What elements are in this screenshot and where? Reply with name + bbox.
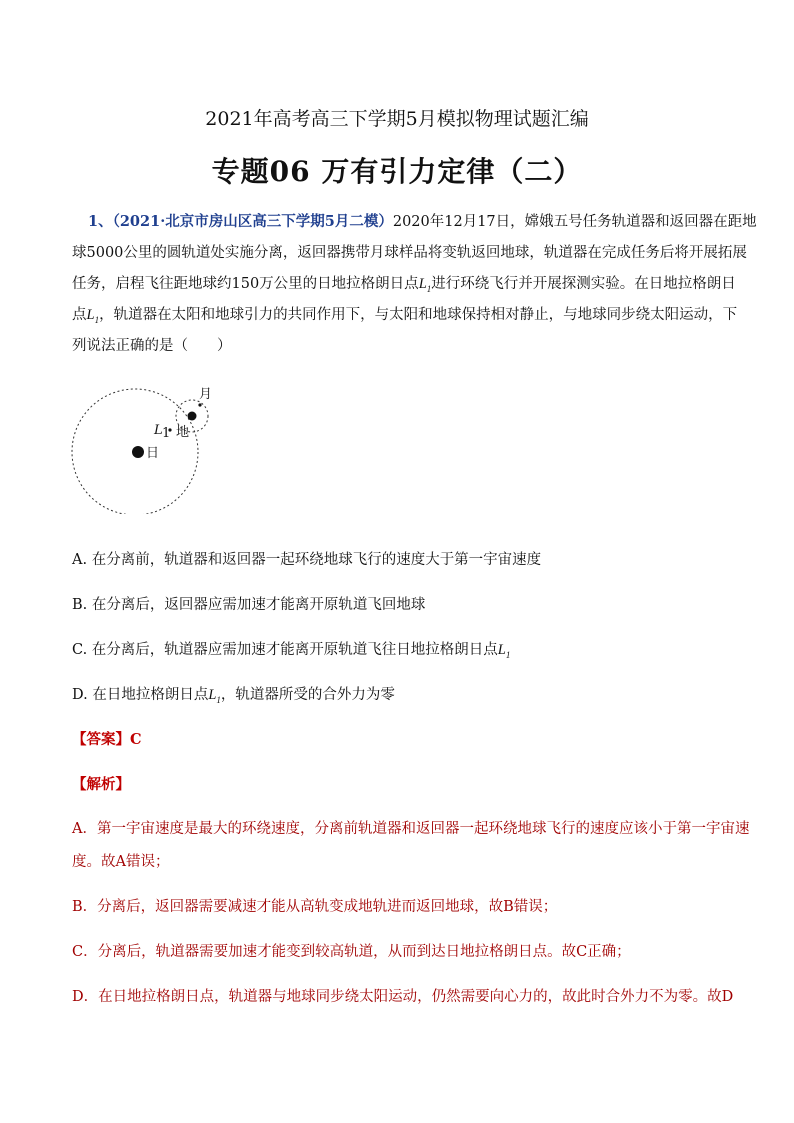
question-text-3a: 任务，启程飞往距地球约150万公里的日地拉格朗日点	[72, 276, 419, 292]
option-d-text-a: D. 在日地拉格朗日点	[72, 687, 209, 703]
lagrange-subscript: 1	[216, 694, 221, 705]
question-source: （2021·北京市房山区高三下学期5月二模）	[112, 213, 393, 230]
moon-dot	[198, 403, 201, 406]
lagrange-subscript: 1	[426, 283, 432, 294]
lagrange-letter: L	[418, 276, 427, 292]
lagrange-label: L	[154, 423, 163, 438]
question-text-1: 2020年12月17日，嫦娥五号任务轨道器和返回器在距地	[392, 214, 757, 230]
question-line-2: 球5000公里的圆轨道处实施分离，返回器携带月球样品将变轨返回地球，轨道器在完成任务后将开展拓展	[72, 245, 747, 261]
option-d	[72, 683, 395, 705]
answer-line	[72, 728, 142, 749]
question-line-1	[88, 212, 757, 232]
lagrange-label-subscript: 1	[162, 426, 171, 441]
option-d-text-b: ，轨道器所受的合外力为零	[220, 687, 395, 703]
option-b: B. 在分离后，返回器应需加速才能离开原轨道飞回地球	[72, 597, 426, 613]
sun-dot	[132, 446, 144, 458]
option-c	[72, 638, 510, 660]
earth-dot	[188, 412, 197, 421]
analysis-label: 【解析】	[72, 776, 130, 793]
lagrange-symbol	[498, 642, 511, 658]
analysis-a-line-1: A．第一宇宙速度是最大的环绕速度，分离前轨道器和返回器一起环绕地球飞行的速度应该小于第一宇宙速	[72, 821, 750, 837]
earth-label: 地	[176, 425, 190, 440]
lagrange-subscript: 1	[94, 314, 100, 325]
lagrange-symbol	[208, 687, 221, 703]
analysis-a-line-2: 度。故A错误；	[72, 854, 170, 870]
question-line-3	[72, 274, 736, 299]
lagrange-letter: L	[208, 687, 217, 703]
option-a: A. 在分离前，轨道器和返回器一起环绕地球飞行的速度大于第一宇宙速度	[72, 552, 542, 568]
answer-value: C	[130, 731, 142, 748]
question-line-4	[72, 305, 737, 330]
lagrange-subscript: 1	[505, 649, 511, 660]
answer-label: 【答案】	[72, 731, 130, 748]
option-c-text: C. 在分离后，轨道器应需加速才能离开原轨道飞往日地拉格朗日点	[72, 642, 498, 658]
question-number: 1、	[88, 213, 113, 230]
lagrange-symbol	[87, 307, 100, 323]
moon-label: 月	[199, 387, 213, 402]
question-text-3b: 进行环绕飞行并开展探测实验。在日地拉格朗日	[431, 276, 736, 292]
question-line-5: 列说法正确的是（ ）	[72, 338, 232, 354]
document-title: 专题06 万有引力定律（二）	[211, 155, 583, 188]
lagrange-letter: L	[497, 642, 506, 658]
analysis-c: C．分离后，轨道器需要加速才能变到较高轨道，从而到达日地拉格朗日点。故C正确；	[72, 944, 631, 960]
question-text-4a: 点	[72, 307, 87, 323]
orbit-diagram	[62, 378, 222, 514]
question-text-4b: ，轨道器在太阳和地球引力的共同作用下，与太阳和地球保持相对静止，与地球同步绕太阳运动，下	[99, 307, 738, 323]
lagrange-symbol	[419, 276, 432, 292]
sun-label: 日	[146, 446, 160, 461]
analysis-b: B．分离后，返回器需要减速才能从高轨变成地轨进而返回地球，故B错误；	[72, 899, 558, 915]
analysis-label-line	[72, 773, 130, 794]
document-subtitle: 2021年高考高三下学期5月模拟物理试题汇编	[205, 108, 589, 130]
lagrange-letter: L	[86, 307, 95, 323]
analysis-d: D．在日地拉格朗日点，轨道器与地球同步绕太阳运动，仍然需要向心力的，故此时合外力不为零。故D	[72, 989, 734, 1005]
